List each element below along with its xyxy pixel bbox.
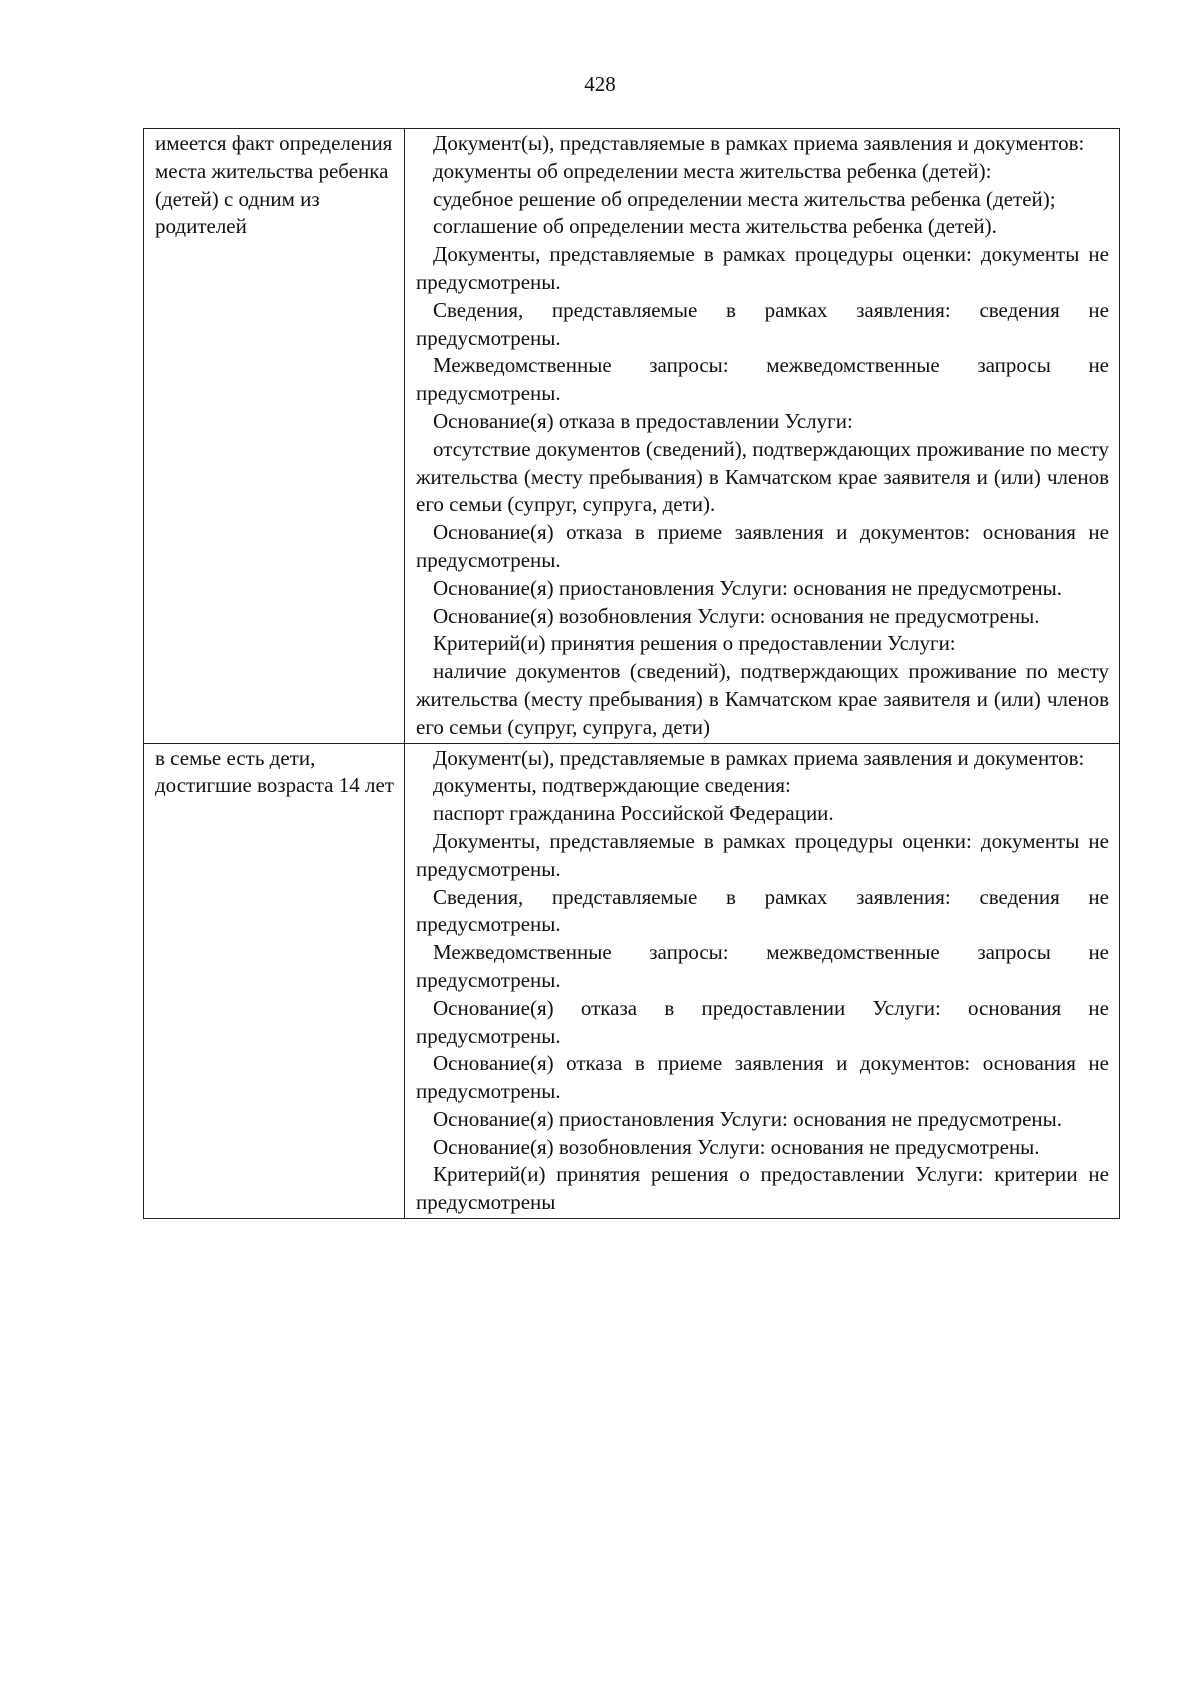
paragraph: Документы, представляемые в рамках процедуры оценки: документы не предусмотрены. bbox=[416, 242, 1109, 294]
paragraph: паспорт гражданина Российской Федерации. bbox=[433, 801, 834, 826]
paragraph: Сведения, представляемые в рамках заявления: сведения не предусмотрены. bbox=[416, 297, 1109, 350]
paragraph: документы об определении места жительства ребенка (детей): bbox=[433, 158, 992, 183]
paragraph: Межведомственные запросы: межведомственные запросы не предусмотрены. bbox=[416, 940, 1109, 992]
page-number: 428 bbox=[584, 72, 616, 96]
details-cell bbox=[405, 743, 1120, 1219]
paragraph: отсутствие документов (сведений), подтверждающих проживание по месту жительства (месту пребывания) в Камчатском крае заявителя и (или) членов его семьи (супруг, супруга, дети). bbox=[416, 436, 1109, 517]
paragraph: Основание(я) отказа в предоставлении Услуги: основания не предусмотрены. bbox=[416, 995, 1109, 1048]
paragraph: соглашение об определении места жительства ребенка (детей). bbox=[433, 214, 997, 239]
paragraph: Основание(я) отказа в приеме заявления и документов: основания не предусмотрены. bbox=[416, 520, 1109, 572]
condition-cell: в семье есть дети, достигшие возраста 14 лет bbox=[144, 743, 405, 1219]
paragraph: Сведения, представляемые в рамках заявления: сведения не предусмотрены. bbox=[416, 884, 1109, 937]
paragraph: Критерий(и) принятия решения о предоставлении Услуги: критерии не предусмотрены bbox=[416, 1162, 1109, 1215]
paragraph: наличие документов (сведений), подтверждающих проживание по месту жительства (месту пребывания) в Камчатском крае заявителя и (или) членов его семьи (супруг, супруга, дети) bbox=[416, 659, 1109, 739]
paragraph: Критерий(и) принятия решения о предоставлении Услуги: bbox=[433, 631, 956, 656]
paragraph: Документ(ы), представляемые в рамках приема заявления и документов: bbox=[433, 131, 1085, 155]
paragraph: Основание(я) отказа в приеме заявления и документов: основания не предусмотрены. bbox=[416, 1051, 1109, 1104]
paragraph: Основание(я) отказа в предоставлении Услуги: bbox=[433, 408, 853, 433]
paragraph: Основание(я) возобновления Услуги: основания не предусмотрены. bbox=[433, 603, 1040, 628]
paragraph: Основание(я) возобновления Услуги: основания не предусмотрены. bbox=[433, 1134, 1040, 1159]
details-cell bbox=[405, 129, 1120, 744]
table-row bbox=[144, 743, 1120, 1219]
paragraph: Документ(ы), представляемые в рамках приема заявления и документов: bbox=[433, 745, 1085, 770]
paragraph: Документы, представляемые в рамках процедуры оценки: документы не предусмотрены. bbox=[416, 828, 1109, 881]
paragraph: судебное решение об определении места жительства ребенка (детей); bbox=[433, 186, 1056, 211]
paragraph: Основание(я) приостановления Услуги: основания не предусмотрены. bbox=[433, 575, 1062, 600]
paragraph: Межведомственные запросы: межведомственные запросы не предусмотрены. bbox=[416, 353, 1109, 406]
condition-cell: имеется факт определения места жительства ребенка (детей) с одним из родителей bbox=[144, 129, 405, 744]
paragraph: документы, подтверждающие сведения: bbox=[433, 773, 791, 798]
requirements-table bbox=[143, 128, 1120, 1219]
table-row bbox=[144, 129, 1120, 744]
paragraph: Основание(я) приостановления Услуги: основания не предусмотрены. bbox=[433, 1106, 1062, 1131]
